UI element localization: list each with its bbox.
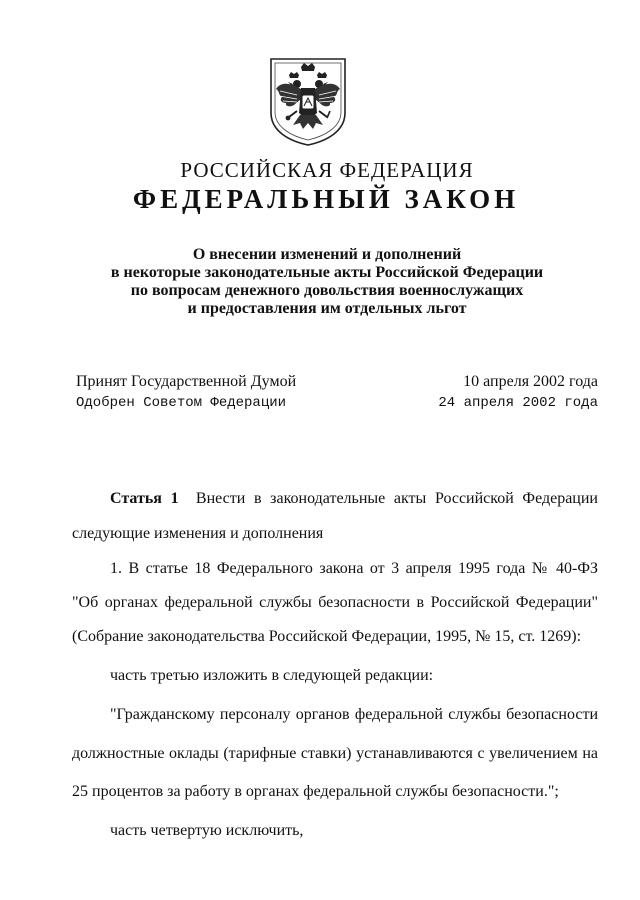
body-line: (Собрание законодательства Российской Федерации, 1995, № 15, ст. 1269): bbox=[72, 628, 582, 645]
body-line: должностные оклады (тарифные ставки) устанавливаются с увеличением на bbox=[72, 745, 598, 762]
country-name: РОССИЙСКАЯ ФЕДЕРАЦИЯ bbox=[180, 158, 474, 182]
body-line: "Гражданскому персоналу органов федеральной службы безопасности bbox=[110, 706, 598, 723]
council-approval-label: Одобрен Советом Федерации bbox=[76, 395, 287, 411]
body-line: 25 процентов за работу в органах федеральной службы безопасности."; bbox=[72, 783, 559, 800]
body-line: часть четвертую исключить, bbox=[110, 822, 304, 839]
duma-adoption-row bbox=[76, 373, 598, 391]
council-approval-date: 24 апреля 2002 года bbox=[438, 395, 598, 411]
subject-line: по вопросам денежного довольствия военнослужащих bbox=[130, 282, 524, 299]
body-line: следующие изменения и дополнения bbox=[72, 525, 324, 542]
article-text: Внести в законодательные акты Российской Федерации bbox=[195, 490, 598, 507]
article-1-first-line bbox=[110, 488, 598, 510]
duma-adoption-label: Принят Государственной Думой bbox=[76, 373, 297, 390]
council-approval-row bbox=[76, 395, 598, 411]
body-line: 1. В статье 18 Федерального закона от 3 апреля 1995 года № 40-ФЗ bbox=[110, 560, 598, 577]
subject-line: в некоторые законодательные акты Российской Федерации bbox=[110, 264, 544, 281]
law-subject-title bbox=[0, 246, 640, 318]
article-label: Статья 1 bbox=[110, 490, 179, 507]
subject-line: и предоставления им отдельных льгот bbox=[187, 300, 467, 317]
duma-adoption-date: 10 апреля 2002 года bbox=[463, 373, 598, 390]
russian-coat-of-arms-icon bbox=[267, 55, 349, 147]
body-line: часть третью изложить в следующей редакции: bbox=[110, 667, 434, 684]
document-type-heading: ФЕДЕРАЛЬНЫЙ ЗАКОН bbox=[132, 184, 520, 214]
body-line: "Об органах федеральной службы безопасности в Российской Федерации" bbox=[72, 594, 598, 611]
subject-line: О внесении изменений и дополнений bbox=[192, 246, 462, 263]
